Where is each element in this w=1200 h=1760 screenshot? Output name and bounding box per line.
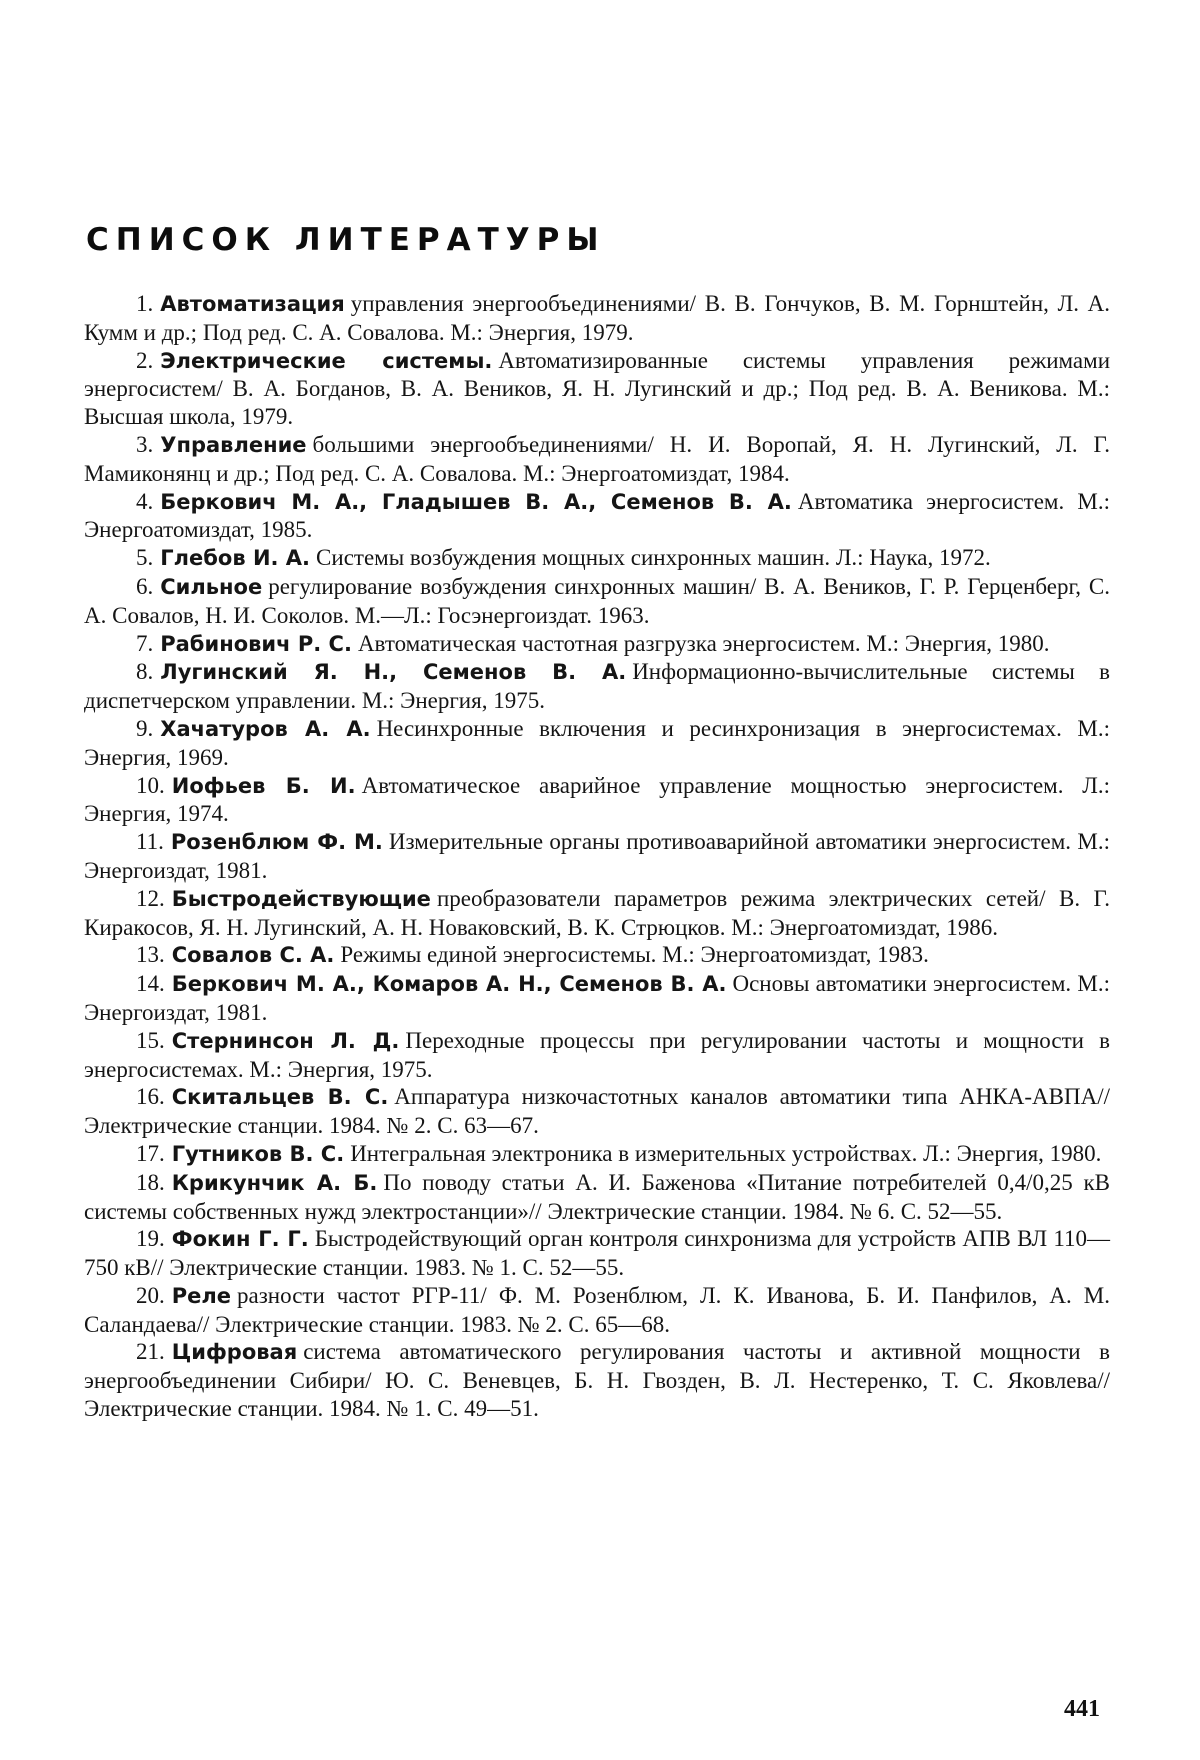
reference-number: 2.: [136, 347, 154, 373]
reference-item: [84, 970, 1110, 1027]
reference-lead: Беркович М. А., Комаров А. Н., Семенов В. А.: [171, 972, 727, 997]
reference-text: Автоматическая частотная разгрузка энергосистем. М.: Энергия, 1980.: [357, 630, 1050, 656]
reference-number: 8.: [136, 659, 154, 685]
reference-lead: Иофьев Б. И.: [171, 773, 356, 798]
reference-number: 17.: [136, 1140, 165, 1166]
reference-number: 21.: [136, 1339, 165, 1365]
reference-text: Быстродействующий орган контроля синхронизма для устройств АПВ ВЛ 110—750 кВ// Электрические станции. 1983. № 1. С. 52—55.: [84, 1226, 1110, 1281]
reference-text: Системы возбуждения мощных синхронных машин. Л.: Наука, 1972.: [316, 545, 991, 571]
reference-item: [84, 573, 1110, 630]
reference-text: Несинхронные включения и ресинхронизация в энергосистемах. М.: Энергия, 1969.: [84, 715, 1110, 770]
reference-item: [84, 1282, 1110, 1339]
reference-item: [84, 1225, 1110, 1282]
reference-lead: Совалов С. А.: [171, 943, 335, 968]
reference-number: 6.: [136, 573, 154, 599]
reference-number: 18.: [136, 1169, 165, 1195]
reference-item: [84, 488, 1110, 545]
reference-lead: Глебов И. А.: [160, 546, 311, 571]
page-title: СПИСОК ЛИТЕРАТУРЫ: [86, 222, 606, 258]
reference-number: 4.: [136, 488, 154, 514]
reference-item: [84, 772, 1110, 829]
reference-number: 16.: [136, 1084, 165, 1110]
reference-text: Аппаратура низкочастотных каналов автоматики типа АНКА-АВПА// Электрические станции. 1984. № 2. С. 63—67.: [84, 1084, 1110, 1139]
reference-lead: Лугинский Я. Н., Семенов В. А.: [160, 660, 627, 685]
reference-item: [84, 1140, 1110, 1169]
reference-item: [84, 941, 1110, 970]
reference-text: Режимы единой энергосистемы. М.: Энергоатомиздат, 1983.: [340, 942, 929, 968]
reference-item: [84, 1083, 1110, 1140]
reference-lead: Рабинович Р. С.: [160, 631, 352, 656]
reference-item: [84, 1027, 1110, 1084]
reference-number: 14.: [136, 971, 165, 997]
reference-lead: Реле: [171, 1283, 232, 1308]
reference-lead: Цифровая: [171, 1340, 298, 1365]
reference-item: [84, 715, 1110, 772]
reference-lead: Хачатуров А. А.: [160, 716, 371, 741]
reference-text: Автоматика энергосистем. М.: Энергоатомиздат, 1985.: [84, 488, 1110, 543]
reference-text: регулирование возбуждения синхронных машин/ В. А. Веников, Г. Р. Герценберг, С. А. Совалов, Н. И. Соколов. М.—Л.: Госэнергоиздат. 1963.: [84, 573, 1110, 628]
reference-number: 9.: [136, 715, 154, 741]
reference-text: Переходные процессы при регулировании частоты и мощности в энергосистемах. М.: Энергия, 1975.: [84, 1027, 1111, 1082]
reference-text: управления энергообъединениями/ В. В. Гончуков, В. М. Горнштейн, Л. А. Кумм и др.; Под ред. С. А. Совалова. М.: Энергия, 1979.: [84, 291, 1110, 345]
reference-item: [84, 1169, 1110, 1226]
reference-item: [84, 828, 1110, 885]
reference-item: [84, 347, 1110, 431]
reference-text: Измерительные органы противоаварийной автоматики энергосистем. М.: Энергоиздат, 1981.: [84, 829, 1111, 883]
page-number: 441: [1064, 1696, 1100, 1722]
reference-text: система автоматического регулирования частоты и активной мощности в энергообъединении Сибири/ Ю. С. Веневцев, Б. Н. Гвозден, В. Л. Нестеренко, Т. С. Яковлева// Электрические станции. 1984. № 1. С. 49—51.: [84, 1339, 1110, 1422]
reference-number: 12.: [136, 885, 165, 911]
reference-item: [84, 630, 1110, 659]
reference-text: Автоматизированные системы управления режимами энергосистем/ В. А. Богданов, В. А. Веников, Я. Н. Лугинский и др.; Под ред. В. А. Веникова. М.: Высшая школа, 1979.: [84, 347, 1111, 430]
reference-item: [84, 885, 1110, 942]
reference-lead: Беркович М. А., Гладышев В. А., Семенов В. А.: [160, 489, 792, 514]
reference-lead: Розенблюм Ф. М.: [170, 830, 383, 855]
reference-lead: Сильное: [160, 574, 263, 599]
reference-text: Автоматическое аварийное управление мощностью энергосистем. Л.: Энергия, 1974.: [84, 772, 1110, 827]
reference-text: большими энергообъединениями/ Н. И. Воропай, Я. Н. Лугинский, Л. Г. Мамиконянц и др.; Под ред. С. А. Совалова. М.: Энергоатомиздат, 1984.: [84, 431, 1110, 486]
reference-lead: Крикунчик А. Б.: [171, 1170, 378, 1195]
reference-text: По поводу статьи А. И. Баженова «Питание потребителей 0,4/0,25 кВ системы собственных нужд электростанции»// Электрические станции. 1984. № 6. С. 52—55.: [84, 1169, 1111, 1224]
reference-number: 20.: [136, 1282, 165, 1308]
reference-lead: Стернинсон Л. Д.: [171, 1028, 400, 1053]
reference-number: 7.: [136, 630, 154, 656]
reference-number: 10.: [136, 772, 165, 798]
reference-item: [84, 1338, 1110, 1422]
reference-text: Интегральная электроника в измерительных устройствах. Л.: Энергия, 1980.: [350, 1140, 1102, 1166]
reference-number: 19.: [136, 1226, 165, 1252]
reference-lead: Быстродействующие: [171, 886, 431, 911]
reference-text: Информационно-вычислительные системы в диспетчерском управлении. М.: Энергия, 1975.: [84, 659, 1110, 714]
reference-item: [84, 658, 1110, 715]
reference-lead: Электрические системы.: [160, 348, 493, 373]
reference-item: [84, 431, 1110, 488]
reference-number: 3.: [136, 431, 154, 457]
reference-number: 13.: [136, 942, 165, 968]
reference-item: [84, 544, 1110, 573]
reference-lead: Управление: [160, 432, 307, 457]
reference-number: 1.: [136, 291, 154, 316]
reference-lead: Скитальцев В. С.: [171, 1085, 389, 1110]
reference-item: [84, 290, 1110, 347]
reference-list: [84, 290, 1110, 1423]
reference-number: 11.: [136, 829, 164, 855]
reference-lead: Автоматизация: [160, 292, 345, 316]
reference-lead: Гутников В. С.: [171, 1141, 345, 1166]
reference-text: Основы автоматики энергосистем. М.: Энергоиздат, 1981.: [84, 971, 1110, 1025]
reference-number: 15.: [136, 1027, 165, 1053]
reference-text: преобразователи параметров режима электрических сетей/ В. Г. Киракосов, Я. Н. Лугинский, А. Н. Новаковский, В. К. Стрюцков. М.: Энергоатомиздат, 1986.: [84, 885, 1110, 940]
reference-lead: Фокин Г. Г.: [171, 1227, 309, 1252]
reference-number: 5.: [136, 545, 154, 571]
reference-text: разности частот РГР-11/ Ф. М. Розенблюм, Л. К. Иванова, Б. И. Панфилов, А. М. Саландаева// Электрические станции. 1983. № 2. С. 65—68.: [84, 1282, 1110, 1337]
